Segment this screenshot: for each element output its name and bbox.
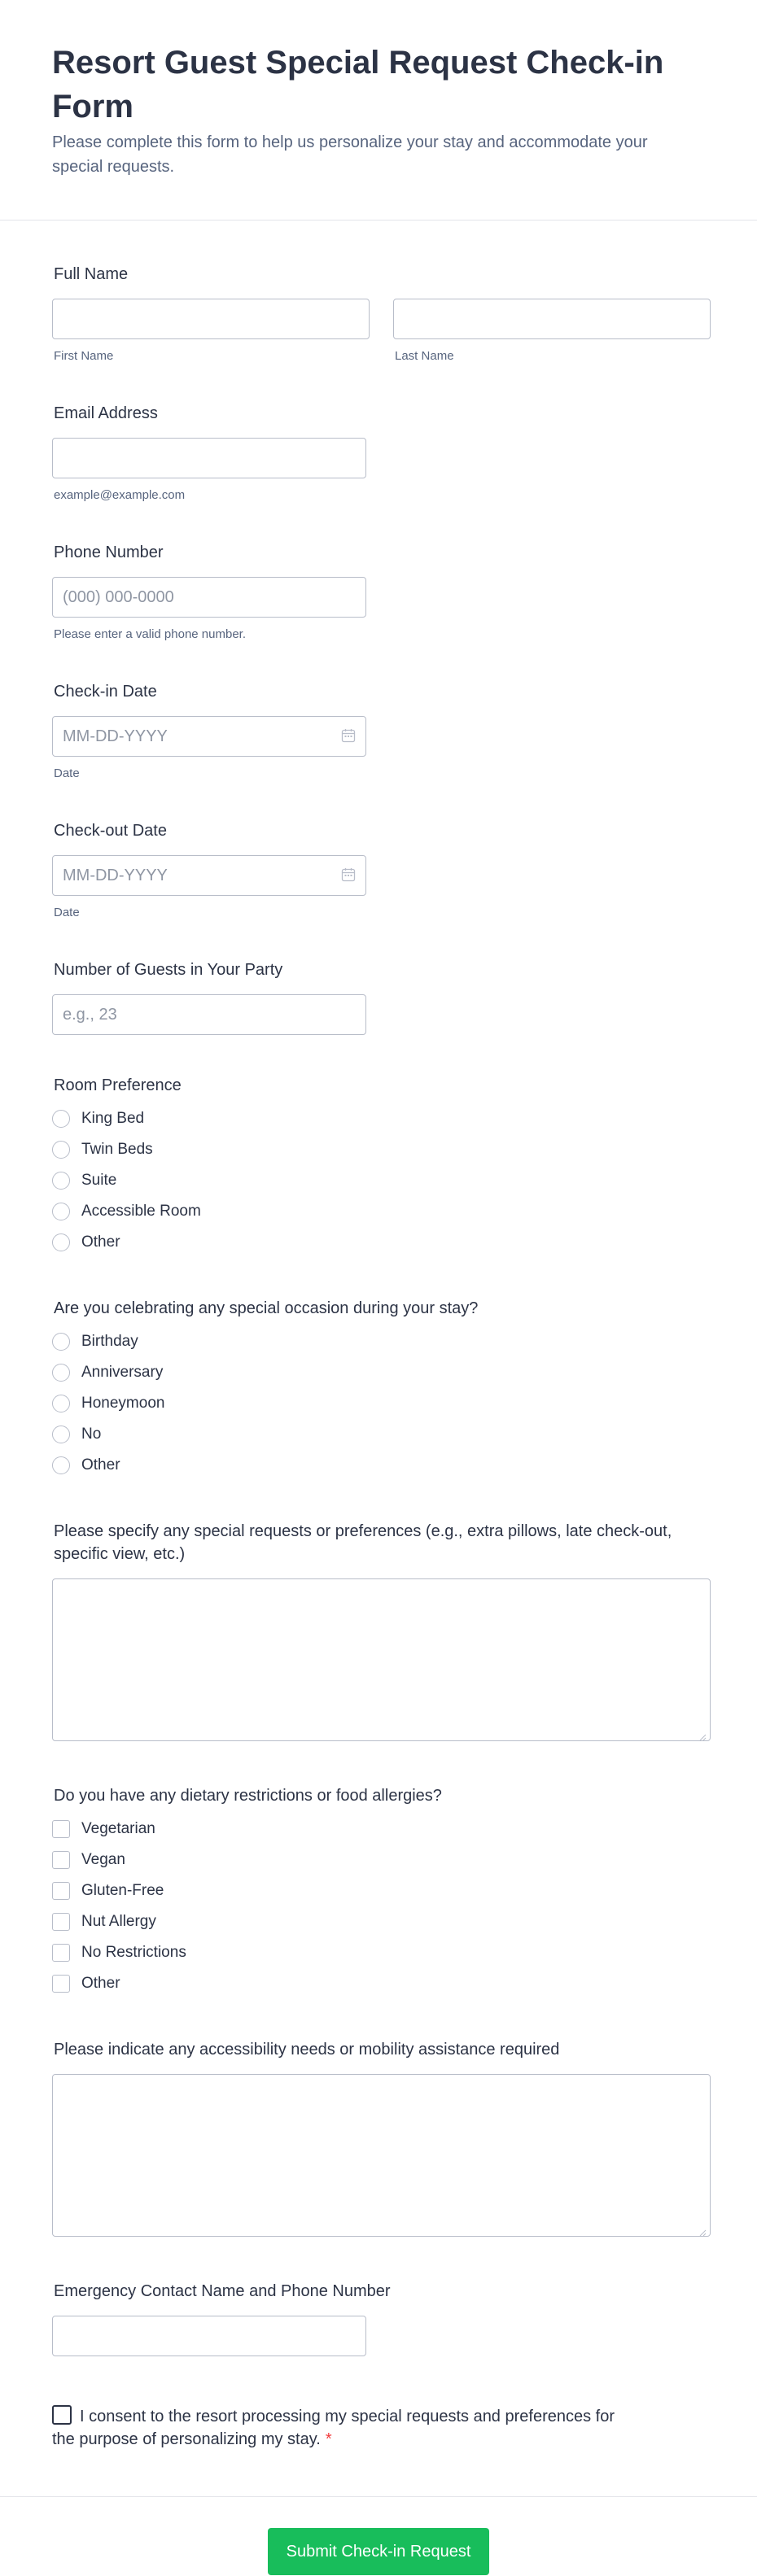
dietary-option-other[interactable] (52, 1968, 711, 1999)
checkin-date-wrap (52, 716, 366, 757)
checkin-date-input[interactable] (52, 716, 366, 757)
consent-checkbox[interactable] (52, 2405, 72, 2425)
question-guests (52, 958, 711, 1035)
phone-sublabel: Please enter a valid phone number. (54, 627, 246, 641)
form-body (0, 263, 757, 2451)
radio-button[interactable] (52, 1395, 70, 1412)
room-preference-label: Room Preference (54, 1076, 182, 1094)
question-room-preference (52, 1074, 711, 1258)
checkbox[interactable] (52, 1851, 70, 1869)
room-option-accessible-room[interactable] (52, 1196, 711, 1227)
option-label: No (81, 1426, 102, 1443)
option-label: Honeymoon (81, 1395, 165, 1412)
consent-row[interactable] (52, 2405, 638, 2451)
checkin-date-sublabel: Date (54, 766, 80, 780)
checkout-date-sublabel: Date (54, 906, 80, 919)
required-asterisk: * (325, 2430, 332, 2448)
option-label: Other (81, 1456, 120, 1474)
question-special-requests (52, 1520, 711, 1745)
dietary-option-vegan[interactable] (52, 1845, 711, 1875)
option-label: Other (81, 1975, 120, 1992)
radio-button[interactable] (52, 1203, 70, 1220)
radio-button[interactable] (52, 1172, 70, 1190)
accessibility-textarea[interactable] (52, 2074, 711, 2237)
accessibility-label: Please indicate any accessibility needs or mobility assistance required (54, 2041, 560, 2059)
option-label: King Bed (81, 1110, 145, 1127)
occasion-option-honeymoon[interactable] (52, 1388, 711, 1419)
accessibility-wrap (52, 2074, 711, 2241)
full-name-row (52, 299, 711, 363)
room-option-suite[interactable] (52, 1165, 711, 1196)
page-title: Resort Guest Special Request Check-in Form (52, 45, 664, 124)
first-name-col (52, 299, 370, 363)
radio-button[interactable] (52, 1141, 70, 1159)
last-name-col (393, 299, 711, 363)
emergency-contact-label: Emergency Contact Name and Phone Number (54, 2282, 391, 2300)
radio-button[interactable] (52, 1456, 70, 1474)
email-sublabel: example@example.com (54, 488, 186, 502)
phone-label: Phone Number (54, 544, 164, 561)
checkout-date-label: Check-out Date (54, 822, 167, 840)
special-occasion-label: Are you celebrating any special occasion during your stay? (54, 1299, 479, 1317)
occasion-option-other[interactable] (52, 1450, 711, 1481)
option-label: Anniversary (81, 1364, 164, 1381)
option-label: No Restrictions (81, 1944, 186, 1961)
dietary-option-no-restrictions[interactable] (52, 1937, 711, 1968)
question-emergency-contact (52, 2280, 711, 2356)
option-label: Suite (81, 1172, 117, 1189)
question-accessibility (52, 2038, 711, 2241)
checkbox[interactable] (52, 1913, 70, 1931)
emergency-contact-input[interactable] (52, 2316, 366, 2356)
option-label: Other (81, 1233, 120, 1251)
form-footer (0, 2496, 757, 2575)
first-name-sublabel: First Name (54, 349, 114, 363)
option-label: Gluten-Free (81, 1882, 164, 1899)
option-label: Vegetarian (81, 1820, 155, 1837)
special-requests-wrap (52, 1578, 711, 1745)
radio-button[interactable] (52, 1426, 70, 1443)
question-dietary (52, 1784, 711, 1999)
option-label: Birthday (81, 1333, 138, 1350)
dietary-option-gluten-free[interactable] (52, 1875, 711, 1906)
question-checkout-date (52, 819, 711, 919)
radio-button[interactable] (52, 1364, 70, 1382)
checkbox[interactable] (52, 1944, 70, 1962)
option-label: Vegan (81, 1851, 125, 1868)
dietary-label: Do you have any dietary restrictions or food allergies? (54, 1787, 442, 1805)
dietary-option-nut-allergy[interactable] (52, 1906, 711, 1937)
occasion-option-no[interactable] (52, 1419, 711, 1450)
option-label: Twin Beds (81, 1141, 153, 1158)
occasion-option-anniversary[interactable] (52, 1357, 711, 1388)
occasion-option-birthday[interactable] (52, 1326, 711, 1357)
question-email (52, 402, 711, 502)
last-name-sublabel: Last Name (395, 349, 454, 363)
last-name-input[interactable] (393, 299, 711, 339)
question-checkin-date (52, 680, 711, 780)
radio-button[interactable] (52, 1233, 70, 1251)
dietary-option-vegetarian[interactable] (52, 1814, 711, 1845)
room-option-other[interactable] (52, 1227, 711, 1258)
submit-button[interactable]: Submit Check-in Request (268, 2528, 489, 2575)
consent-text: I consent to the resort processing my special requests and preferences for the purpose of personalizing my stay. (52, 2408, 615, 2448)
guests-input[interactable] (52, 994, 366, 1035)
form-header (0, 0, 757, 220)
radio-button[interactable] (52, 1110, 70, 1128)
checkbox[interactable] (52, 1975, 70, 1993)
email-input[interactable] (52, 438, 366, 478)
email-label: Email Address (54, 404, 158, 422)
special-requests-textarea[interactable] (52, 1578, 711, 1741)
question-phone (52, 541, 711, 641)
radio-button[interactable] (52, 1333, 70, 1351)
guests-label: Number of Guests in Your Party (54, 961, 283, 979)
checkout-date-input[interactable] (52, 855, 366, 896)
page-subtitle: Please complete this form to help us personalize your stay and accommodate your special requests. (52, 133, 648, 176)
checkbox[interactable] (52, 1882, 70, 1900)
phone-input[interactable] (52, 577, 366, 618)
checkbox[interactable] (52, 1820, 70, 1838)
question-special-occasion (52, 1297, 711, 1481)
option-label: Nut Allergy (81, 1913, 156, 1930)
checkout-date-wrap (52, 855, 366, 896)
question-full-name (52, 263, 711, 363)
option-label: Accessible Room (81, 1203, 201, 1220)
first-name-input[interactable] (52, 299, 370, 339)
special-requests-label: Please specify any special requests or preferences (e.g., extra pillows, late check-out, specific view, etc.) (54, 1522, 672, 1563)
room-option-twin-beds[interactable] (52, 1134, 711, 1165)
checkin-date-label: Check-in Date (54, 683, 157, 701)
room-option-king-bed[interactable] (52, 1103, 711, 1134)
full-name-label: Full Name (54, 265, 129, 283)
